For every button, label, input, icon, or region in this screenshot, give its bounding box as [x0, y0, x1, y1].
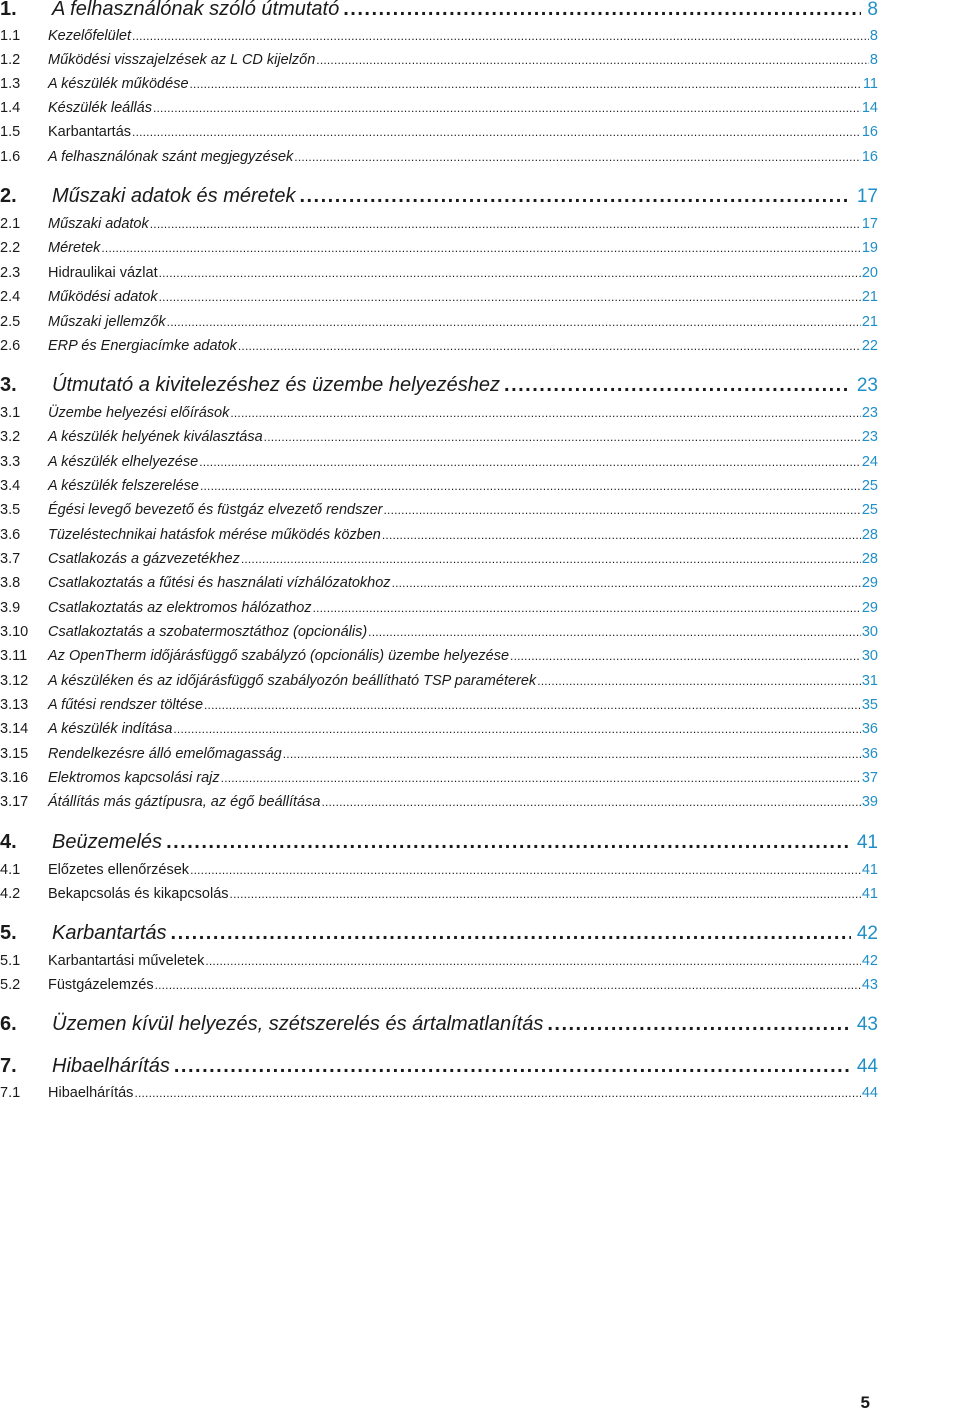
toc-entry-title: Előzetes ellenőrzések [48, 862, 190, 878]
toc-entry-title: Átállítás más gáztípusra, az égő beállítása [48, 794, 321, 810]
toc-dot-leader [221, 771, 861, 785]
toc-entry-title: Műszaki jellemzők [48, 314, 166, 330]
toc-entry-title: Hibaelhárítás [48, 1085, 134, 1101]
toc-entry-title: Kezelőfelület [48, 28, 132, 44]
toc-dot-leader [230, 887, 861, 901]
toc-entry-title: A felhasználónak szóló útmutató [52, 0, 340, 20]
toc-dot-leader [294, 150, 861, 164]
toc-entry-page: 36 [861, 746, 878, 762]
toc-entry-page: 8 [869, 28, 878, 44]
toc-entry-number: 7. [0, 1055, 17, 1077]
toc-chapter-entry[interactable] [0, 1013, 878, 1036]
toc-dot-leader [504, 374, 851, 397]
toc-entry-number: 7.1 [0, 1085, 21, 1101]
toc-entry-page: 35 [861, 697, 878, 713]
toc-entry-title: Méretek [48, 240, 101, 256]
toc-entry-page: 24 [861, 454, 878, 470]
toc-dot-leader [238, 339, 861, 353]
toc-entry-title: Égési levegő bevezető és füstgáz elvezető rendszer [48, 502, 383, 518]
toc-entry-page: 43 [856, 1014, 878, 1035]
toc-dot-leader [200, 479, 861, 493]
toc-entry-page: 28 [861, 527, 878, 543]
toc-entry-title: Műszaki adatok és méretek [52, 185, 296, 207]
toc-entry-title: Hibaelhárítás [52, 1055, 170, 1077]
toc-entry-page: 8 [869, 52, 878, 68]
toc-entry-title: Üzembe helyezési előírások [48, 405, 230, 421]
toc-section-entry[interactable] [0, 52, 878, 68]
toc-entry-title: A készülék elhelyezése [48, 454, 199, 470]
toc-dot-leader [316, 53, 869, 67]
toc-entry-title: A készülék helyének kiválasztása [48, 429, 263, 445]
toc-entry-title: Csatlakoztatás a szobatermosztáthoz (opcionális) [48, 624, 368, 640]
toc-dot-leader [384, 503, 861, 517]
toc-entry-number: 3.10 [0, 624, 29, 640]
toc-entry-page: 44 [856, 1056, 878, 1077]
toc-dot-leader [101, 241, 860, 255]
toc-entry-number: 2.5 [0, 314, 21, 330]
toc-entry-page: 29 [861, 575, 878, 591]
toc-entry-page: 21 [861, 289, 878, 305]
toc-entry-page: 16 [861, 124, 878, 140]
toc-chapter-entry[interactable] [0, 185, 878, 208]
toc-entry-number: 3.5 [0, 502, 21, 518]
toc-entry-title: A készüléken és az időjárásfüggő szabályozón beállítható TSP paraméterek [48, 673, 537, 689]
toc-entry-title: Csatlakoztatás az elektromos hálózathoz [48, 600, 312, 616]
toc-entry-page: 41 [861, 862, 878, 878]
toc-entry-page: 39 [861, 794, 878, 810]
toc-entry-title: A készülék felszerelése [48, 478, 199, 494]
toc-section-entry[interactable] [0, 770, 878, 786]
toc-section-entry[interactable] [0, 575, 878, 591]
toc-dot-leader [174, 1055, 851, 1078]
toc-entry-number: 3.16 [0, 770, 29, 786]
toc-entry-page: 31 [861, 673, 878, 689]
toc-entry-number: 4. [0, 831, 17, 853]
toc-entry-number: 2.4 [0, 289, 21, 305]
toc-dot-leader [173, 722, 860, 736]
toc-dot-leader [155, 978, 861, 992]
toc-entry-page: 16 [861, 149, 878, 165]
toc-section-entry[interactable] [0, 216, 878, 232]
toc-entry-number: 3.7 [0, 551, 21, 567]
toc-dot-leader [283, 747, 861, 761]
toc-dot-leader [368, 625, 861, 639]
toc-dot-leader [171, 922, 851, 945]
toc-chapter-entry[interactable] [0, 831, 878, 854]
toc-entry-title: Karbantartás [48, 124, 132, 140]
toc-section-entry[interactable] [0, 527, 878, 543]
toc-entry-number: 2.6 [0, 338, 21, 354]
toc-entry-page: 17 [861, 216, 878, 232]
toc-dot-leader [343, 0, 861, 21]
toc-entry-page: 36 [861, 721, 878, 737]
toc-section-entry[interactable] [0, 478, 878, 494]
toc-section-entry[interactable] [0, 551, 878, 567]
toc-entry-number: 5. [0, 922, 17, 944]
toc-section-entry[interactable] [0, 405, 878, 421]
toc-entry-page: 43 [861, 977, 878, 993]
toc-entry-number: 3.4 [0, 478, 21, 494]
toc-entry-number: 1. [0, 0, 17, 20]
toc-entry-number: 3.14 [0, 721, 29, 737]
toc-entry-number: 2.1 [0, 216, 21, 232]
toc-section-entry[interactable] [0, 28, 878, 44]
page-number: 5 [860, 1393, 870, 1412]
toc-section-entry[interactable] [0, 338, 878, 354]
toc-entry-number: 2.3 [0, 265, 21, 281]
toc-section-entry[interactable] [0, 794, 878, 810]
toc-entry-title: A fűtési rendszer töltése [48, 697, 204, 713]
toc-entry-number: 3.6 [0, 527, 21, 543]
toc-entry-number: 5.1 [0, 953, 21, 969]
toc-section-entry[interactable] [0, 100, 878, 116]
toc-entry-number: 6. [0, 1013, 17, 1035]
toc-entry-page: 42 [861, 953, 878, 969]
toc-dot-leader [313, 601, 861, 615]
toc-entry-number: 3.15 [0, 746, 29, 762]
toc-dot-leader [547, 1013, 851, 1036]
toc-dot-leader [190, 77, 862, 91]
toc-entry-title: A készülék működése [48, 76, 189, 92]
toc-entry-title: Csatlakozás a gázvezetékhez [48, 551, 240, 567]
toc-section-entry[interactable] [0, 314, 878, 330]
toc-entry-page: 41 [861, 886, 878, 902]
toc-section-entry[interactable] [0, 429, 878, 445]
toc-entry-page: 23 [861, 405, 878, 421]
toc-section-entry[interactable] [0, 149, 878, 165]
toc-entry-title: Karbantartás [52, 922, 167, 944]
toc-entry-page: 20 [861, 265, 878, 281]
toc-dot-leader [159, 290, 861, 304]
toc-entry-page: 42 [856, 923, 878, 944]
toc-chapter-entry[interactable] [0, 1055, 878, 1078]
toc-section-entry[interactable] [0, 289, 878, 305]
toc-entry-number: 2.2 [0, 240, 21, 256]
toc-entry-page: 17 [856, 186, 878, 207]
toc-dot-leader [159, 266, 861, 280]
toc-entry-number: 1.3 [0, 76, 21, 92]
toc-dot-leader [382, 528, 861, 542]
toc-entry-title: A készülék indítása [48, 721, 173, 737]
toc-entry-page: 28 [861, 551, 878, 567]
toc-dot-leader [510, 649, 861, 663]
toc-entry-title: Az OpenTherm időjárásfüggő szabályzó (opcionális) üzembe helyezése [48, 648, 510, 664]
toc-dot-leader [134, 1086, 860, 1100]
toc-chapter-entry[interactable] [0, 374, 878, 397]
toc-entry-page: 22 [861, 338, 878, 354]
toc-section-entry[interactable] [0, 886, 878, 902]
toc-dot-leader [132, 125, 861, 139]
toc-dot-leader [264, 430, 861, 444]
toc-section-entry[interactable] [0, 624, 878, 640]
toc-dot-leader [190, 863, 861, 877]
toc-entry-title: Működési adatok [48, 289, 158, 305]
toc-dot-leader [321, 795, 860, 809]
toc-section-entry[interactable] [0, 454, 878, 470]
toc-entry-page: 25 [861, 502, 878, 518]
toc-entry-title: Beüzemelés [52, 831, 163, 853]
toc-entry-title: Rendelkezésre álló emelőmagasság [48, 746, 282, 762]
toc-dot-leader [205, 954, 861, 968]
toc-entry-page: 19 [861, 240, 878, 256]
toc-entry-title: Készülék leállás [48, 100, 152, 116]
toc-dot-leader [166, 831, 851, 854]
toc-section-entry[interactable] [0, 721, 878, 737]
toc-entry-page: 44 [861, 1085, 878, 1101]
toc-entry-title: Elektromos kapcsolási rajz [48, 770, 220, 786]
toc-entry-title: Karbantartási műveletek [48, 953, 205, 969]
toc-entry-page: 11 [862, 76, 878, 92]
toc-entry-title: Működési visszajelzések az L CD kijelzőn [48, 52, 316, 68]
toc-section-entry[interactable] [0, 502, 878, 518]
toc-section-entry[interactable] [0, 265, 878, 281]
toc-entry-title: Hidraulikai vázlat [48, 265, 158, 281]
toc-entry-number: 3.2 [0, 429, 21, 445]
toc-entry-title: Tüzeléstechnikai hatásfok mérése működés közben [48, 527, 381, 543]
toc-dot-leader [167, 315, 861, 329]
toc-dot-leader [299, 185, 850, 208]
toc-section-entry[interactable] [0, 1085, 878, 1101]
toc-section-entry[interactable] [0, 240, 878, 256]
toc-entry-number: 1.5 [0, 124, 21, 140]
toc-entry-number: 1.6 [0, 149, 21, 165]
toc-entry-number: 3.3 [0, 454, 21, 470]
toc-entry-page: 8 [867, 0, 878, 20]
toc-section-entry[interactable] [0, 124, 878, 140]
toc-entry-title: Csatlakoztatás a fűtési és használati vízhálózatokhoz [48, 575, 391, 591]
toc-entry-page: 30 [861, 648, 878, 664]
toc-entry-number: 3.8 [0, 575, 21, 591]
toc-section-entry[interactable] [0, 648, 878, 664]
toc-entry-page: 29 [861, 600, 878, 616]
toc-dot-leader [132, 29, 869, 43]
toc-entry-number: 1.2 [0, 52, 21, 68]
toc-dot-leader [204, 698, 861, 712]
toc-entry-number: 3.13 [0, 697, 29, 713]
toc-section-entry[interactable] [0, 697, 878, 713]
toc-entry-title: Útmutató a kivitelezéshez és üzembe helyezéshez [52, 374, 501, 396]
toc-entry-number: 5.2 [0, 977, 21, 993]
toc-chapter-entry[interactable] [0, 0, 878, 21]
toc-entry-number: 4.2 [0, 886, 21, 902]
toc-dot-leader [537, 674, 861, 688]
toc-dot-leader [230, 406, 861, 420]
toc-entry-number: 4.1 [0, 862, 21, 878]
toc-entry-page: 23 [856, 375, 878, 396]
toc-entry-page: 37 [861, 770, 878, 786]
toc-chapter-entry[interactable] [0, 922, 878, 945]
toc-entry-title: Üzemen kívül helyezés, szétszerelés és ártalmatlanítás [52, 1013, 544, 1035]
toc-entry-title: Füstgázelemzés [48, 977, 154, 993]
toc-section-entry[interactable] [0, 76, 878, 92]
toc-section-entry[interactable] [0, 862, 878, 878]
toc-entry-number: 3. [0, 374, 17, 396]
toc-entry-title: A felhasználónak szánt megjegyzések [48, 149, 294, 165]
toc-entry-title: ERP és Energiacímke adatok [48, 338, 237, 354]
toc-dot-leader [150, 217, 861, 231]
toc-entry-page: 30 [861, 624, 878, 640]
toc-entry-page: 23 [861, 429, 878, 445]
toc-dot-leader [241, 552, 861, 566]
toc-entry-page: 41 [856, 832, 878, 853]
toc-entry-number: 3.9 [0, 600, 21, 616]
toc-entry-number: 2. [0, 185, 17, 207]
toc-entry-number: 3.11 [0, 648, 28, 664]
toc-entry-number: 1.4 [0, 100, 21, 116]
toc-entry-number: 3.17 [0, 794, 29, 810]
toc-entry-number: 3.1 [0, 405, 21, 421]
toc-section-entry[interactable] [0, 673, 878, 689]
toc-entry-page: 21 [861, 314, 878, 330]
toc-section-entry[interactable] [0, 746, 878, 762]
toc-dot-leader [199, 455, 861, 469]
toc-entry-title: Bekapcsolás és kikapcsolás [48, 886, 229, 902]
toc-entry-number: 1.1 [0, 28, 21, 44]
toc-dot-leader [392, 576, 861, 590]
toc-entry-number: 3.12 [0, 673, 29, 689]
toc-section-entry[interactable] [0, 600, 878, 616]
toc-entry-title: Műszaki adatok [48, 216, 149, 232]
toc-entry-page: 14 [861, 100, 878, 116]
toc-section-entry[interactable] [0, 953, 878, 969]
toc-section-entry[interactable] [0, 977, 878, 993]
toc-entry-page: 25 [861, 478, 878, 494]
toc-dot-leader [153, 101, 861, 115]
